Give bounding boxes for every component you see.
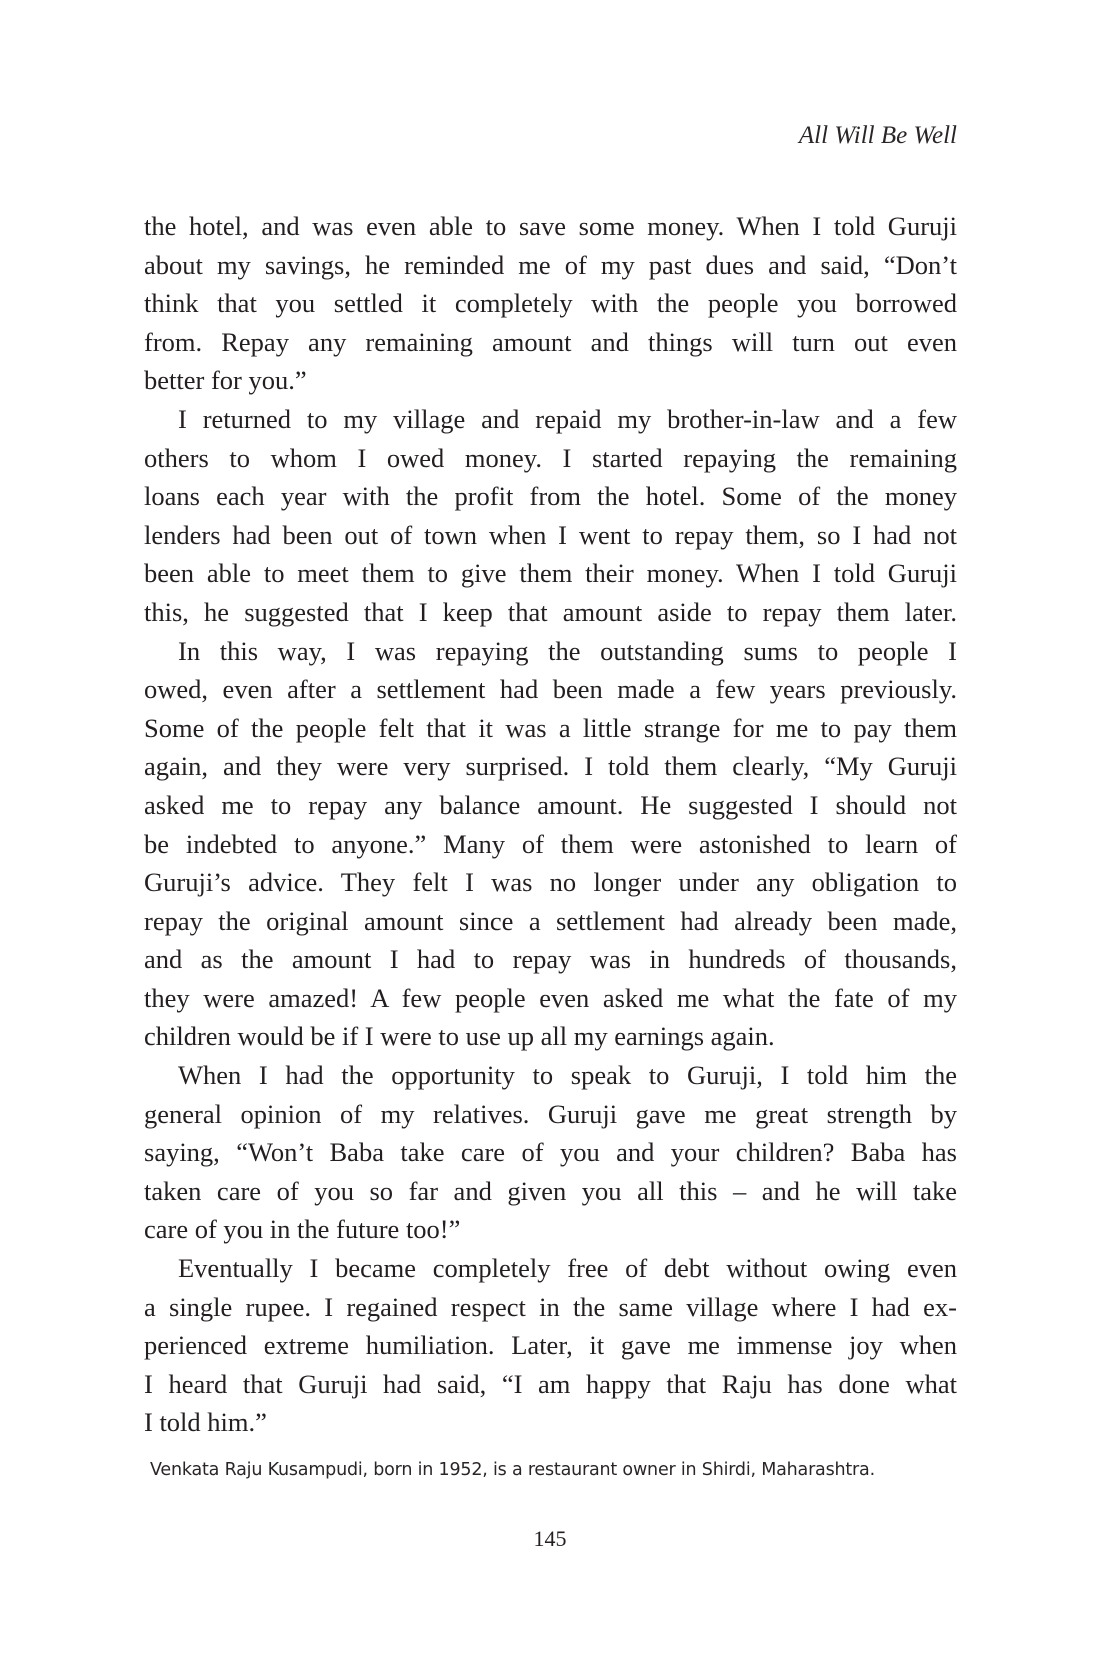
text-line: this, he suggested that I keep that amount aside to repay them later.: [144, 596, 957, 627]
author-bio: Venkata Raju Kusampudi, born in 1952, is a restaurant owner in Shirdi, Maharashtra.: [150, 1460, 875, 1480]
text-line: asked me to repay any balance amount. He suggested I should not: [144, 789, 957, 820]
text-line: general opinion of my relatives. Guruji gave me great strength by: [144, 1098, 957, 1129]
text-line: better for you.”: [144, 365, 307, 396]
text-line: Eventually I became completely free of debt without owing even: [178, 1253, 957, 1284]
text-line: be indebted to anyone.” Many of them were astonished to learn of: [144, 828, 957, 859]
text-line: others to whom I owed money. I started repaying the remaining: [144, 442, 957, 473]
text-line: lenders had been out of town when I went to repay them, so I had not: [144, 519, 957, 550]
paragraph: [144, 400, 957, 632]
text-line: perienced extreme humiliation. Later, it gave me immense joy when: [144, 1330, 957, 1361]
body-text: [144, 207, 957, 1442]
text-line: I told him.”: [144, 1407, 267, 1438]
text-line: I returned to my village and repaid my brother-in-law and a few: [178, 403, 957, 434]
paragraph: [144, 1249, 957, 1442]
text-line: a single rupee. I regained respect in the same village where I had ex-: [144, 1291, 957, 1322]
text-line: been able to meet them to give them their money. When I told Guruji: [144, 558, 957, 589]
text-line: owed, even after a settlement had been made a few years previously.: [144, 674, 957, 705]
text-line: When I had the opportunity to speak to Guruji, I told him the: [178, 1060, 957, 1091]
paragraph: [144, 207, 957, 400]
text-line: children would be if I were to use up all my earnings again.: [144, 1021, 775, 1052]
text-line: care of you in the future too!”: [144, 1214, 461, 1245]
text-line: repay the original amount since a settlement had already been made,: [144, 905, 957, 936]
text-line: and as the amount I had to repay was in hundreds of thousands,: [144, 944, 957, 975]
text-line: I heard that Guruji had said, “I am happy that Raju has done what: [144, 1368, 957, 1399]
text-line: the hotel, and was even able to save some money. When I told Guruji: [144, 211, 957, 241]
text-line: Guruji’s advice. They felt I was no longer under any obligation to: [144, 867, 957, 898]
text-line: Some of the people felt that it was a little strange for me to pay them: [144, 712, 957, 743]
text-line: saying, “Won’t Baba take care of you and your children? Baba has: [144, 1137, 957, 1168]
text-line: from. Repay any remaining amount and things will turn out even: [144, 326, 957, 357]
paragraph: [144, 1056, 957, 1249]
text-line: they were amazed! A few people even asked me what the fate of my: [144, 982, 957, 1013]
paragraph: [144, 632, 957, 1057]
text-line: about my savings, he reminded me of my past dues and said, “Don’t: [144, 249, 957, 280]
text-line: In this way, I was repaying the outstanding sums to people I: [178, 635, 957, 666]
running-head: All Will Be Well: [798, 122, 957, 149]
text-line: think that you settled it completely with the people you borrowed: [144, 288, 957, 319]
text-line: taken care of you so far and given you all this – and he will take: [144, 1175, 957, 1206]
text-line: loans each year with the profit from the hotel. Some of the money: [144, 481, 957, 512]
text-line: again, and they were very surprised. I told them clearly, “My Guruji: [144, 751, 957, 782]
page-number: 145: [533, 1526, 567, 1551]
